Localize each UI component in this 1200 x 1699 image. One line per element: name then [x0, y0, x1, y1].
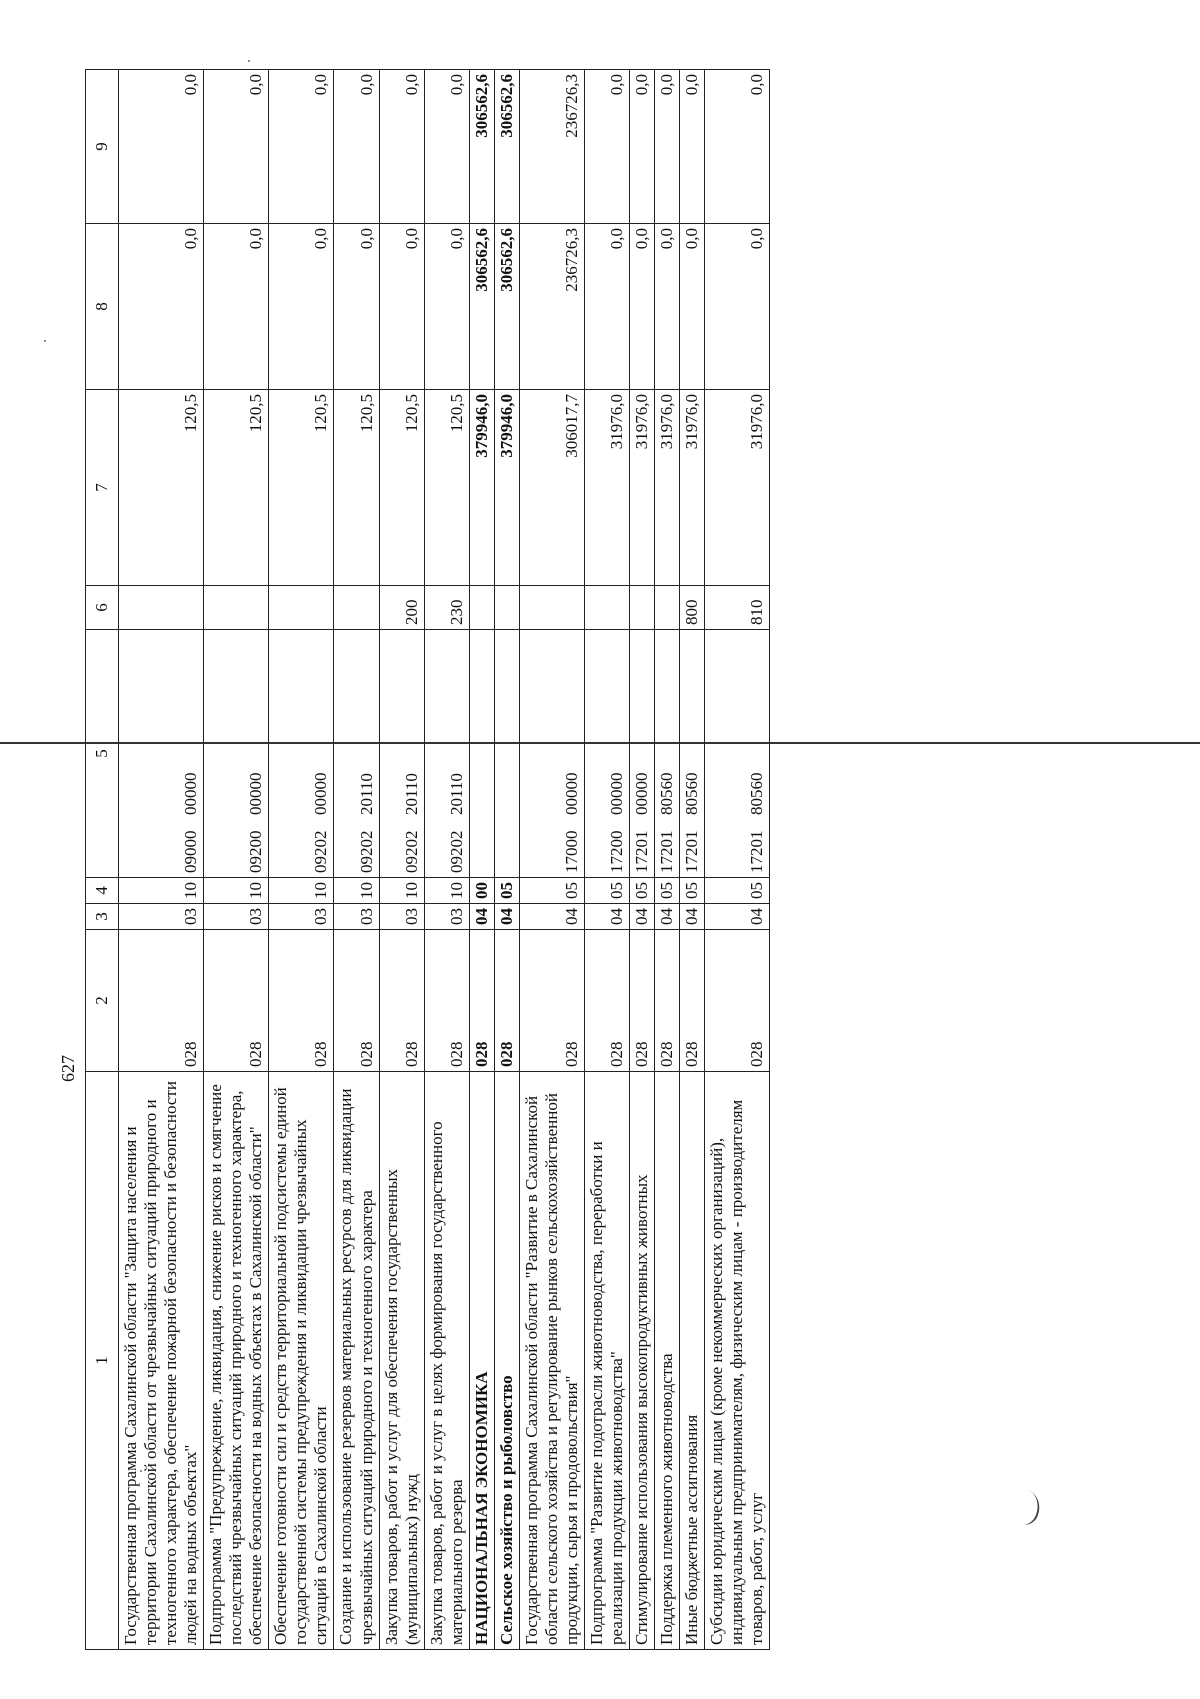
row-name: Закупка товаров, работ и услуг в целях формирования государственного материального резерва — [424, 1072, 469, 1650]
amount-col7: 31976,0 — [655, 390, 680, 586]
rotated-table-block — [58, 70, 1065, 1650]
ministry-code: 028 — [269, 930, 334, 1072]
amount-col8: 0,0 — [379, 224, 424, 390]
section-code: 04 — [519, 904, 584, 930]
amount-col8: 0,0 — [204, 224, 269, 390]
column-header-row — [86, 70, 119, 1650]
column-header: 4 — [86, 878, 119, 904]
amount-col7: 120,5 — [119, 390, 204, 586]
amount-col7: 31976,0 — [584, 390, 629, 586]
expense-type — [119, 586, 204, 630]
subsection-code: 10 — [204, 878, 269, 904]
row-name: Иные бюджетные ассигнования — [680, 1072, 705, 1650]
amount-col9: 0,0 — [119, 70, 204, 224]
row-name: Подпрограмма "Предупреждение, ликвидация, снижение рисков и смягчение последствий чрезвычайных ситуаций природного и техногенного характера, обеспечение безопасности на водных объектах в Сахалинской области" — [204, 1072, 269, 1650]
section-code: 04 — [584, 904, 629, 930]
amount-col8: 0,0 — [655, 224, 680, 390]
amount-col7: 31976,0 — [705, 390, 770, 586]
target-article — [705, 630, 770, 878]
section-code: 03 — [269, 904, 334, 930]
target-program: 17201 — [632, 830, 652, 873]
amount-col9: 306562,6 — [469, 70, 494, 224]
subsection-code: 05 — [680, 878, 705, 904]
ministry-code: 028 — [379, 930, 424, 1072]
amount-col8: 236726,3 — [519, 224, 584, 390]
table-row — [334, 70, 379, 1650]
expense-type — [584, 586, 629, 630]
ministry-code: 028 — [584, 930, 629, 1072]
subsection-code: 10 — [269, 878, 334, 904]
amount-col7: 120,5 — [204, 390, 269, 586]
row-name: Подпрограмма "Развитие подотрасли животноводства, переработки и реализации продукции животноводства" — [584, 1072, 629, 1650]
table-row — [655, 70, 680, 1650]
amount-col9: 0,0 — [424, 70, 469, 224]
table-row — [469, 70, 494, 1650]
expense-type — [630, 586, 655, 630]
target-article — [119, 630, 204, 878]
target-article — [655, 630, 680, 878]
table-row — [705, 70, 770, 1650]
row-name: Субсидии юридическим лицам (кроме некоммерческих организаций), индивидуальным предпринимателям, физическим лицам - производителям товаров, работ, услуг — [705, 1072, 770, 1650]
target-article — [424, 630, 469, 878]
section-code: 04 — [630, 904, 655, 930]
ministry-code: 028 — [119, 930, 204, 1072]
expense-type — [269, 586, 334, 630]
subsection-code: 05 — [584, 878, 629, 904]
target-article — [519, 630, 584, 878]
target-direction: 80560 — [682, 772, 702, 815]
table-row — [494, 70, 519, 1650]
ministry-code: 028 — [469, 930, 494, 1072]
row-name: Создание и использование резервов материальных ресурсов для ликвидации чрезвычайных ситуаций природного и техногенного характера — [334, 1072, 379, 1650]
amount-col8: 0,0 — [334, 224, 379, 390]
target-program: 09202 — [356, 830, 376, 873]
subsection-code: 05 — [705, 878, 770, 904]
target-program: 09202 — [401, 830, 421, 873]
column-header: 8 — [86, 224, 119, 390]
column-header: 6 — [86, 586, 119, 630]
target-article — [680, 630, 705, 878]
amount-col9: 306562,6 — [494, 70, 519, 224]
target-direction: 00000 — [181, 772, 201, 815]
table-row — [424, 70, 469, 1650]
ministry-code: 028 — [655, 930, 680, 1072]
row-name: Государственная программа Сахалинской области "Защита населения и территории Сахалинской области от чрезвычайных ситуаций природного и техногенного характера, обеспечение пожарной безопасности и безопасности людей на водных объектах" — [119, 1072, 204, 1650]
column-header: 1 — [86, 1072, 119, 1650]
expense-type — [655, 586, 680, 630]
expense-type: 810 — [705, 586, 770, 630]
subsection-code: 10 — [334, 878, 379, 904]
amount-col8: 0,0 — [269, 224, 334, 390]
column-header: 7 — [86, 390, 119, 586]
page-number: 627 — [58, 1055, 78, 1082]
row-name: НАЦИОНАЛЬНАЯ ЭКОНОМИКА — [469, 1072, 494, 1650]
column-header: 2 — [86, 930, 119, 1072]
column-header: 9 — [86, 70, 119, 224]
row-name: Обеспечение готовности сил и средств территориальной подсистемы единой государственной системы предупреждения и ликвидации чрезвычайных ситуаций в Сахалинской области — [269, 1072, 334, 1650]
amount-col7: 120,5 — [334, 390, 379, 586]
target-article — [584, 630, 629, 878]
target-program: 17201 — [657, 830, 677, 873]
section-code: 04 — [469, 904, 494, 930]
amount-col9: 0,0 — [334, 70, 379, 224]
target-article — [494, 630, 519, 878]
column-header: 5 — [86, 630, 119, 878]
target-direction: 20110 — [356, 773, 376, 815]
expense-type — [494, 586, 519, 630]
amount-col7: 379946,0 — [494, 390, 519, 586]
section-code: 03 — [379, 904, 424, 930]
amount-col8: 306562,6 — [469, 224, 494, 390]
scan-speck — [248, 60, 250, 62]
target-article — [334, 630, 379, 878]
target-program: 09202 — [311, 830, 331, 873]
amount-col8: 0,0 — [705, 224, 770, 390]
target-program: 09202 — [446, 830, 466, 873]
expense-type: 800 — [680, 586, 705, 630]
table-row — [630, 70, 655, 1650]
target-program: 17200 — [607, 830, 627, 873]
amount-col9: 0,0 — [204, 70, 269, 224]
section-code: 03 — [119, 904, 204, 930]
ministry-code: 028 — [424, 930, 469, 1072]
section-code: 03 — [334, 904, 379, 930]
target-program: 17201 — [747, 830, 767, 873]
ministry-code: 028 — [204, 930, 269, 1072]
table-row — [119, 70, 204, 1650]
section-code: 04 — [705, 904, 770, 930]
table-row — [269, 70, 334, 1650]
target-program: 17201 — [682, 830, 702, 873]
table-row — [519, 70, 584, 1650]
row-name: Закупка товаров, работ и услуг для обеспечения государственных (муниципальных) нужд — [379, 1072, 424, 1650]
target-article — [204, 630, 269, 878]
table-row — [204, 70, 269, 1650]
target-article — [379, 630, 424, 878]
target-program: 09200 — [246, 830, 266, 873]
target-direction: 00000 — [632, 772, 652, 815]
amount-col8: 0,0 — [424, 224, 469, 390]
subsection-code: 00 — [469, 878, 494, 904]
amount-col9: 0,0 — [379, 70, 424, 224]
amount-col7: 120,5 — [424, 390, 469, 586]
target-direction: 00000 — [561, 772, 581, 815]
budget-table — [85, 69, 770, 1650]
expense-type — [469, 586, 494, 630]
amount-col7: 379946,0 — [469, 390, 494, 586]
row-name: Государственная программа Сахалинской области "Развитие в Сахалинской области сельского хозяйства и регулирование рынков сельскохозяйственной продукции, сырья и продовольствия" — [519, 1072, 584, 1650]
expense-type: 230 — [424, 586, 469, 630]
amount-col9: 0,0 — [269, 70, 334, 224]
amount-col9: 0,0 — [705, 70, 770, 224]
amount-col8: 0,0 — [584, 224, 629, 390]
table-row — [379, 70, 424, 1650]
section-code: 04 — [494, 904, 519, 930]
table-row — [680, 70, 705, 1650]
subsection-code: 10 — [119, 878, 204, 904]
target-direction: 00000 — [607, 772, 627, 815]
ministry-code: 028 — [494, 930, 519, 1072]
row-name: Сельское хозяйство и рыболовство — [494, 1072, 519, 1650]
target-direction: 20110 — [446, 773, 466, 815]
subsection-code: 10 — [424, 878, 469, 904]
amount-col8: 0,0 — [119, 224, 204, 390]
ministry-code: 028 — [519, 930, 584, 1072]
amount-col7: 31976,0 — [680, 390, 705, 586]
target-direction: 80560 — [747, 772, 767, 815]
section-code: 04 — [680, 904, 705, 930]
ministry-code: 028 — [705, 930, 770, 1072]
section-code: 03 — [204, 904, 269, 930]
target-article — [630, 630, 655, 878]
amount-col7: 120,5 — [379, 390, 424, 586]
subsection-code: 05 — [519, 878, 584, 904]
expense-type: 200 — [379, 586, 424, 630]
target-direction: 00000 — [246, 772, 266, 815]
amount-col9: 0,0 — [655, 70, 680, 224]
scan-speck — [44, 340, 46, 342]
target-program: 17000 — [561, 830, 581, 873]
subsection-code: 05 — [655, 878, 680, 904]
section-code: 03 — [424, 904, 469, 930]
target-direction: 80560 — [657, 772, 677, 815]
subsection-code: 05 — [494, 878, 519, 904]
target-article — [269, 630, 334, 878]
target-direction: 00000 — [311, 772, 331, 815]
ministry-code: 028 — [680, 930, 705, 1072]
table-row — [584, 70, 629, 1650]
row-name: Стимулирование использования высокопродуктивных животных — [630, 1072, 655, 1650]
row-name: Поддержка племенного животноводства — [655, 1072, 680, 1650]
amount-col9: 236726,3 — [519, 70, 584, 224]
expense-type — [519, 586, 584, 630]
amount-col7: 120,5 — [269, 390, 334, 586]
amount-col8: 0,0 — [630, 224, 655, 390]
target-article — [469, 630, 494, 878]
subsection-code: 05 — [630, 878, 655, 904]
amount-col8: 0,0 — [680, 224, 705, 390]
amount-col7: 31976,0 — [630, 390, 655, 586]
expense-type — [334, 586, 379, 630]
subsection-code: 10 — [379, 878, 424, 904]
amount-col9: 0,0 — [584, 70, 629, 224]
ministry-code: 028 — [630, 930, 655, 1072]
ministry-code: 028 — [334, 930, 379, 1072]
amount-col7: 306017,7 — [519, 390, 584, 586]
target-program: 09000 — [181, 830, 201, 873]
column-header: 3 — [86, 904, 119, 930]
amount-col9: 0,0 — [630, 70, 655, 224]
amount-col9: 0,0 — [680, 70, 705, 224]
amount-col8: 306562,6 — [494, 224, 519, 390]
expense-type — [204, 586, 269, 630]
section-code: 04 — [655, 904, 680, 930]
target-direction: 20110 — [401, 773, 421, 815]
